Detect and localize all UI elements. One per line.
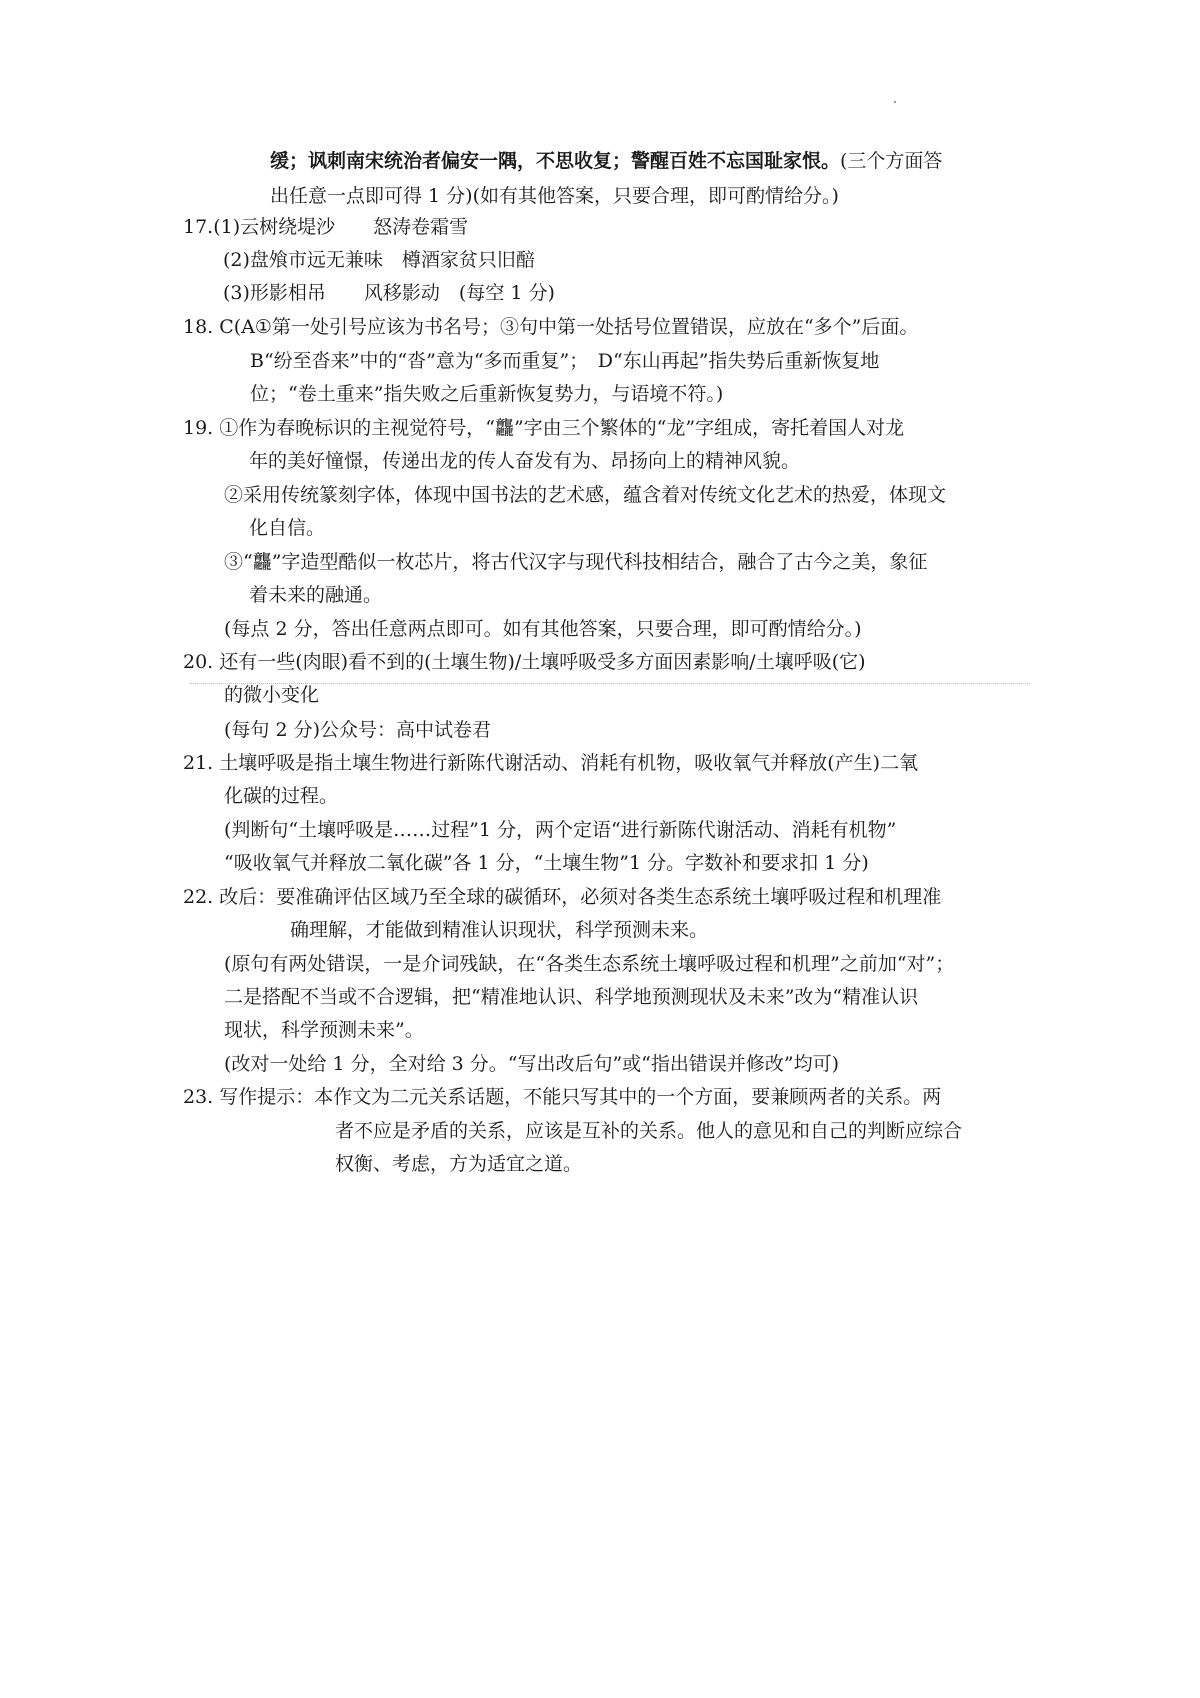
dotted-divider <box>190 683 1028 684</box>
q23-line-2: 者不应是矛盾的关系，应该是互补的关系。他人的意见和自己的判断应综合 <box>335 1120 963 1142</box>
q22-line-5: 现状，科学预测未来”。 <box>224 1019 424 1041</box>
q22-line-3: (原句有两处错误，一是介词残缺，在“各类生态系统土壤呼吸过程和机理”之前加“对”； <box>224 953 955 975</box>
q23-line-1: 23. 写作提示：本作文为二元关系话题，不能只写其中的一个方面，要兼顾两者的关系。两 <box>183 1086 942 1108</box>
scan-speck <box>894 101 896 103</box>
q19-scoring-note: (每点 2 分，答出任意两点即可。如有其他答案，只要合理，即可酌情给分。) <box>224 618 862 640</box>
q20-line-1: 20. 还有一些(肉眼)看不到的(土壤生物)/土壤呼吸受多方面因素影响/土壤呼吸(它) <box>183 651 866 673</box>
q16-answer-bold: 缓；讽刺南宋统治者偏安一隅，不思收复；警醒百姓不忘国耻家恨。 <box>270 150 841 172</box>
q23-line-3: 权衡、考虑，方为适宜之道。 <box>335 1153 583 1175</box>
q19-line-1: 19. ①作为春晚标识的主视觉符号，“龘”字由三个繁体的“龙”字组成，寄托着国人对龙 <box>183 417 905 439</box>
q19-line-5: ③“龘”字造型酷似一枚芯片，将古代汉字与现代科技相结合，融合了古今之美，象征 <box>224 551 928 573</box>
q18-line-3: 位；“卷土重来”指失败之后重新恢复势力，与语境不符。) <box>250 383 724 405</box>
q19-line-2: 年的美好憧憬，传递出龙的传人奋发有为、昂扬向上的精神风貌。 <box>249 450 801 472</box>
q21-line-4: “吸收氧气并释放二氧化碳”各 1 分，“土壤生物”1 分。字数补和要求扣 1 分) <box>224 852 869 874</box>
q22-scoring-note: (改对一处给 1 分，全对给 3 分。“写出改后句”或“指出错误并修改”均可) <box>224 1053 840 1075</box>
q17-line-2: (2)盘飧市远无兼味 樽酒家贫只旧醅 <box>223 249 535 271</box>
q18-line-2: B“纷至沓来”中的“沓”意为“多而重复”； D“东山再起”指失势后重新恢复地 <box>250 350 880 372</box>
q21-line-2: 化碳的过程。 <box>224 785 339 807</box>
q16-scoring-note: (三个方面答 <box>840 150 943 172</box>
q21-line-1: 21. 土壤呼吸是指土壤生物进行新陈代谢活动、消耗有机物，吸收氧气并释放(产生)二氧 <box>183 752 919 774</box>
q22-line-2: 确理解，才能做到精准认识现状，科学预测未来。 <box>290 919 709 941</box>
q16-scoring-line: 出任意一点即可得 1 分)(如有其他答案，只要合理，即可酌情给分。) <box>270 185 839 207</box>
q20-line-2: 的微小变化 <box>224 684 320 706</box>
q19-line-3: ②采用传统篆刻字体，体现中国书法的艺术感，蕴含着对传统文化艺术的热爱，体现文 <box>224 484 947 506</box>
q22-line-4: 二是搭配不当或不合逻辑，把“精准地认识、科学地预测现状及未来”改为“精准认识 <box>224 986 919 1008</box>
q17-line-1: 17.(1)云树绕堤沙 怒涛卷霜雪 <box>183 216 469 238</box>
q22-line-1: 22. 改后：要准确评估区域乃至全球的碳循环，必须对各类生态系统土壤呼吸过程和机理准 <box>183 886 942 908</box>
q20-scoring-note: (每句 2 分)公众号：高中试卷君 <box>224 719 491 741</box>
q19-line-4: 化自信。 <box>249 517 326 539</box>
q16-continuation <box>270 147 942 175</box>
q18-line-1: 18. C(A①第一处引号应该为书名号；③句中第一处括号位置错误，应放在“多个”后面。 <box>183 316 919 338</box>
q19-line-6: 着未来的融通。 <box>249 584 383 606</box>
q21-line-3: (判断句“土壤呼吸是……过程”1 分，两个定语“进行新陈代谢活动、消耗有机物” <box>224 819 897 841</box>
q17-line-3: (3)形影相吊 风移影动 (每空 1 分) <box>223 282 555 304</box>
